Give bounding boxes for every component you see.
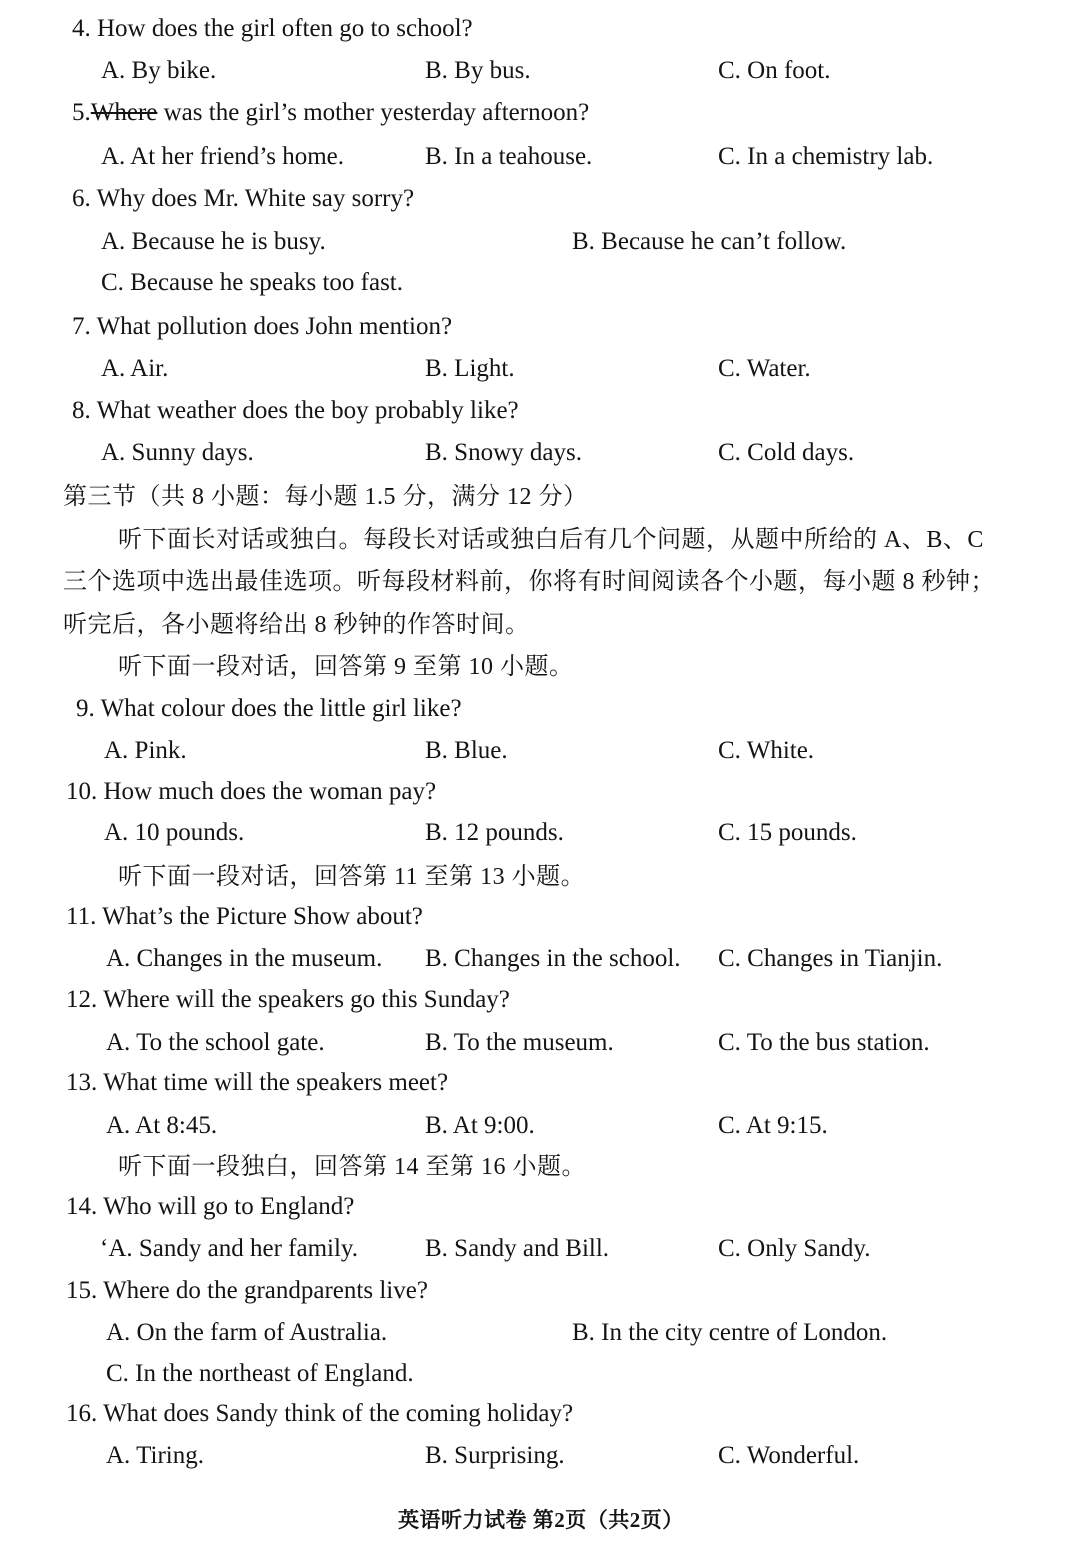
question-number: 5. [72, 99, 91, 126]
option-8a: A. Sunny days. [101, 439, 254, 466]
question-8 [72, 396, 519, 426]
question-number: 14. [66, 1193, 98, 1220]
option-9c: C. White. [718, 737, 815, 764]
question-text: What time will the speakers meet? [103, 1069, 449, 1096]
section-instruction-1: 听下面长对话或独白。每段长对话或独白后有几个问题，从题中所给的 A、B、C [118, 527, 984, 553]
question-7 [72, 312, 452, 342]
prompt-q9-10: 听下面一段对话，回答第 9 至第 10 小题。 [118, 654, 574, 680]
question-text: Where will the speakers go this Sunday? [103, 986, 510, 1013]
question-number: 15. [66, 1277, 98, 1304]
question-13 [66, 1068, 448, 1098]
question-number: 16. [66, 1400, 98, 1427]
question-12 [66, 985, 510, 1015]
option-15b: B. In the city centre of London. [572, 1319, 888, 1346]
question-text: What pollution does John mention? [96, 313, 453, 340]
option-11b: B. Changes in the school. [425, 945, 681, 972]
option-12c: C. To the bus station. [718, 1029, 930, 1056]
option-6a: A. Because he is busy. [101, 228, 326, 255]
question-9 [76, 694, 462, 724]
question-16 [66, 1399, 573, 1429]
option-13c: C. At 9:15. [718, 1112, 828, 1139]
section-instruction-3: 听完后，各小题将给出 8 秒钟的作答时间。 [63, 612, 530, 638]
question-number: 11. [66, 903, 97, 930]
question-15 [66, 1276, 428, 1306]
question-text: was the girl’s mother yesterday afternoon? [163, 99, 590, 126]
option-10c: C. 15 pounds. [718, 819, 857, 846]
question-text: What weather does the boy probably like? [96, 397, 519, 424]
question-text: Why does Mr. White say sorry? [96, 185, 415, 212]
question-4 [72, 14, 473, 44]
option-5a: A. At her friend’s home. [101, 143, 345, 170]
option-8c: C. Cold days. [718, 439, 855, 466]
option-10b: B. 12 pounds. [425, 819, 564, 846]
option-14b: B. Sandy and Bill. [425, 1235, 610, 1262]
option-12a: A. To the school gate. [106, 1029, 325, 1056]
question-text: Who will go to England? [103, 1193, 355, 1220]
option-16a: A. Tiring. [106, 1442, 204, 1469]
question-text: What colour does the little girl like? [100, 695, 462, 722]
question-number: 9. [76, 695, 95, 722]
option-15a: A. On the farm of Australia. [106, 1319, 388, 1346]
option-12b: B. To the museum. [425, 1029, 614, 1056]
option-6b: B. Because he can’t follow. [572, 228, 847, 255]
question-text: What does Sandy think of the coming holiday? [103, 1400, 574, 1427]
option-11c: C. Changes in Tianjin. [718, 945, 943, 972]
question-11 [66, 902, 423, 932]
page-footer: 英语听力试卷 第2页（共2页） [398, 1508, 684, 1532]
question-text: How much does the woman pay? [103, 778, 437, 805]
option-7a: A. Air. [101, 355, 169, 382]
question-number: 8. [72, 397, 91, 424]
option-11a: A. Changes in the museum. [106, 945, 383, 972]
option-14c: C. Only Sandy. [718, 1235, 871, 1262]
option-14a: ‘A. Sandy and her family. [100, 1235, 359, 1262]
question-number: 13. [66, 1069, 98, 1096]
option-10a: A. 10 pounds. [104, 819, 245, 846]
option-7c: C. Water. [718, 355, 811, 382]
question-14 [66, 1192, 354, 1222]
option-9a: A. Pink. [104, 737, 187, 764]
question-text: How does the girl often go to school? [97, 15, 473, 42]
section-title: 第三节（共 8 小题：每小题 1.5 分，满分 12 分） [63, 484, 588, 510]
option-7b: B. Light. [425, 355, 515, 382]
prompt-q14-16: 听下面一段独白，回答第 14 至第 16 小题。 [118, 1154, 586, 1180]
option-4a: A. By bike. [101, 57, 217, 84]
section-instruction-2: 三个选项中选出最佳选项。听每段材料前，你将有时间阅读各个小题，每小题 8 秒钟； [63, 569, 995, 595]
question-10 [66, 777, 436, 807]
question-5 [72, 98, 589, 128]
option-16c: C. Wonderful. [718, 1442, 860, 1469]
option-9b: B. Blue. [425, 737, 508, 764]
question-text: Where do the grandparents live? [103, 1277, 428, 1304]
question-number: 7. [72, 313, 91, 340]
option-8b: B. Snowy days. [425, 439, 582, 466]
option-13b: B. At 9:00. [425, 1112, 535, 1139]
question-number: 12. [66, 986, 98, 1013]
option-4c: C. On foot. [718, 57, 831, 84]
question-number: 6. [72, 185, 91, 212]
question-text: What’s the Picture Show about? [102, 903, 423, 930]
option-6c: C. Because he speaks too fast. [101, 269, 404, 296]
option-15c: C. In the northeast of England. [106, 1360, 414, 1387]
question-6 [72, 184, 414, 214]
option-16b: B. Surprising. [425, 1442, 565, 1469]
question-number: 10. [66, 778, 98, 805]
question-number: 4. [72, 15, 91, 42]
option-13a: A. At 8:45. [106, 1112, 218, 1139]
struck-word: Where [90, 99, 158, 126]
option-5b: B. In a teahouse. [425, 143, 593, 170]
option-4b: B. By bus. [425, 57, 531, 84]
option-5c: C. In a chemistry lab. [718, 143, 934, 170]
prompt-q11-13: 听下面一段对话，回答第 11 至第 13 小题。 [118, 864, 586, 890]
